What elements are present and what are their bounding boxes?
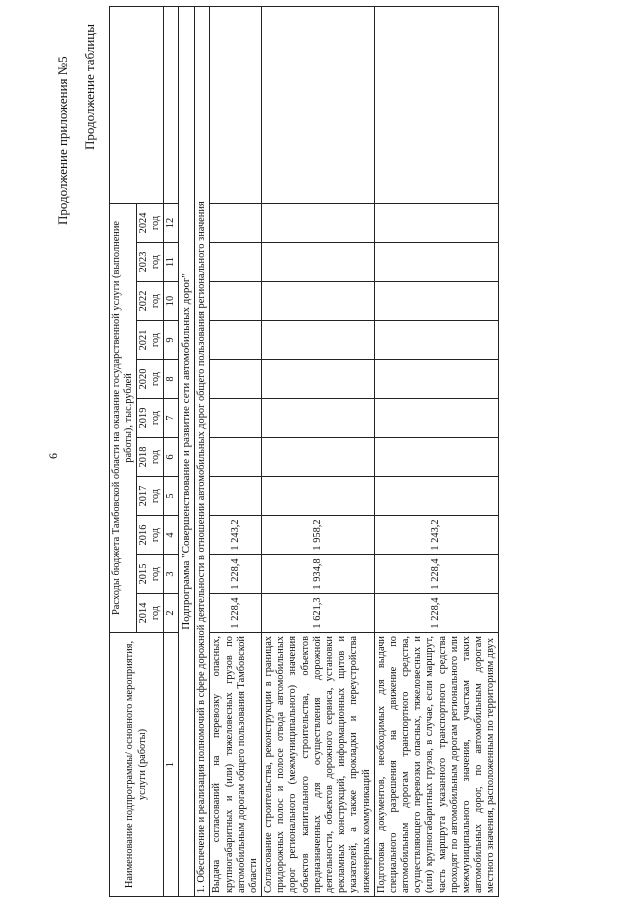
value-cell: 1 958,2 bbox=[262, 516, 375, 555]
value-cell bbox=[374, 360, 499, 399]
main-event-row bbox=[195, 6, 210, 896]
value-cell bbox=[262, 321, 375, 360]
column-number: 10 bbox=[164, 282, 179, 321]
year-header: 2022 год bbox=[137, 282, 164, 321]
margin-cell bbox=[164, 6, 179, 203]
row-name: Подготовка документов, необходимых для выдачи специального разрешения на движение по автомобильным дорогам транспортного средства, осуществляющего перевозки опасных, тяжеловесных и (или) крупногабаритных грузов, в случае, если маршрут, часть маршрута указанного транспортного средства проходят по автомобильным дорогам регионального или межмуниципального значения, участкам таких автомобильных дорог, по автомобильным дорогам местного значения, расположенным по территориям двух bbox=[374, 633, 499, 897]
year-header: 2021 год bbox=[137, 321, 164, 360]
column-number: 5 bbox=[164, 477, 179, 516]
value-cell: 1 934,8 bbox=[262, 555, 375, 594]
year-header: 2014 год bbox=[137, 594, 164, 633]
value-cell bbox=[262, 243, 375, 282]
column-number: 1 bbox=[164, 633, 179, 897]
year-header: 2015 год bbox=[137, 555, 164, 594]
column-number: 3 bbox=[164, 555, 179, 594]
margin-cell bbox=[110, 6, 164, 203]
continuation-label: Продолжение таблицы bbox=[82, 24, 97, 150]
column-number: 12 bbox=[164, 203, 179, 242]
year-header: 2024 год bbox=[137, 203, 164, 242]
value-cell bbox=[262, 360, 375, 399]
margin-cell bbox=[210, 6, 262, 203]
value-cell bbox=[374, 203, 499, 242]
row-name: Согласование строительства, реконструкции в границах придорожных полос и полосе отвода автомобильных дорог регионального (межмуниципального) значения объектов капитального строительства, объектов предназначенных для осуществления дорожной деятельности, объектов дорожного сервиса, установки рекламных конструкций, информационных щитов и указателей, а также прокладки и переустройства инженерных коммуникаций bbox=[262, 633, 375, 897]
value-cell bbox=[210, 360, 262, 399]
value-cell bbox=[374, 243, 499, 282]
expenses-header: Расходы бюджета Тамбовской области на оказание государственной услуги (выполнение работы), тыс.рублей bbox=[110, 203, 137, 632]
value-cell bbox=[210, 243, 262, 282]
year-header: 2018 год bbox=[137, 438, 164, 477]
value-cell: 1 243,2 bbox=[210, 516, 262, 555]
value-cell: 1 228,4 bbox=[210, 594, 262, 633]
value-cell bbox=[374, 282, 499, 321]
name-column-header: Наименование подпрограммы/ основного мероприятия, услуги (работы) bbox=[110, 633, 164, 897]
value-cell bbox=[262, 438, 375, 477]
expenses-table bbox=[109, 6, 499, 897]
value-cell bbox=[262, 477, 375, 516]
table-row bbox=[210, 6, 262, 896]
margin-cell bbox=[262, 6, 375, 203]
row-name: Выдача согласований на перевозку опасных, крупногабаритных и (или) тяжеловесных грузов по автомобильным дорогам общего пользования Тамбовской области bbox=[210, 633, 262, 897]
value-cell: 1 243,2 bbox=[374, 516, 499, 555]
subprogram-title: Подпрограмма "Совершенствование и развитие сети автомобильных дорог" bbox=[179, 6, 195, 896]
value-cell bbox=[210, 282, 262, 321]
margin-cell bbox=[374, 6, 499, 203]
value-cell: 1 228,4 bbox=[374, 555, 499, 594]
column-number: 11 bbox=[164, 243, 179, 282]
value-cell bbox=[262, 399, 375, 438]
value-cell bbox=[262, 282, 375, 321]
main-event-title: 1. Обеспечение и реализация полномочий в сфере дорожной деятельности в отношении автомобильных дорог общего пользования регионального значения bbox=[195, 6, 210, 896]
year-header: 2020 год bbox=[137, 360, 164, 399]
subprogram-row bbox=[179, 6, 195, 896]
table-row bbox=[262, 6, 375, 896]
value-cell bbox=[262, 203, 375, 242]
value-cell bbox=[210, 399, 262, 438]
column-number: 4 bbox=[164, 516, 179, 555]
appendix-title: Продолжение приложения №5 bbox=[55, 56, 70, 225]
value-cell bbox=[374, 321, 499, 360]
year-header: 2023 год bbox=[137, 243, 164, 282]
page-number: 6 bbox=[46, 453, 60, 459]
value-cell bbox=[374, 438, 499, 477]
column-number: 7 bbox=[164, 399, 179, 438]
value-cell bbox=[210, 203, 262, 242]
column-numbers-row bbox=[164, 6, 179, 896]
value-cell bbox=[210, 321, 262, 360]
value-cell bbox=[374, 399, 499, 438]
year-header: 2017 год bbox=[137, 477, 164, 516]
table-row bbox=[374, 6, 499, 896]
year-header: 2019 год bbox=[137, 399, 164, 438]
year-header: 2016 год bbox=[137, 516, 164, 555]
value-cell bbox=[210, 438, 262, 477]
column-number: 2 bbox=[164, 594, 179, 633]
column-number: 6 bbox=[164, 438, 179, 477]
value-cell bbox=[210, 477, 262, 516]
value-cell: 1 621,3 bbox=[262, 594, 375, 633]
value-cell: 1 228,4 bbox=[210, 555, 262, 594]
value-cell bbox=[374, 477, 499, 516]
value-cell: 1 228,4 bbox=[374, 594, 499, 633]
column-number: 9 bbox=[164, 321, 179, 360]
column-number: 8 bbox=[164, 360, 179, 399]
